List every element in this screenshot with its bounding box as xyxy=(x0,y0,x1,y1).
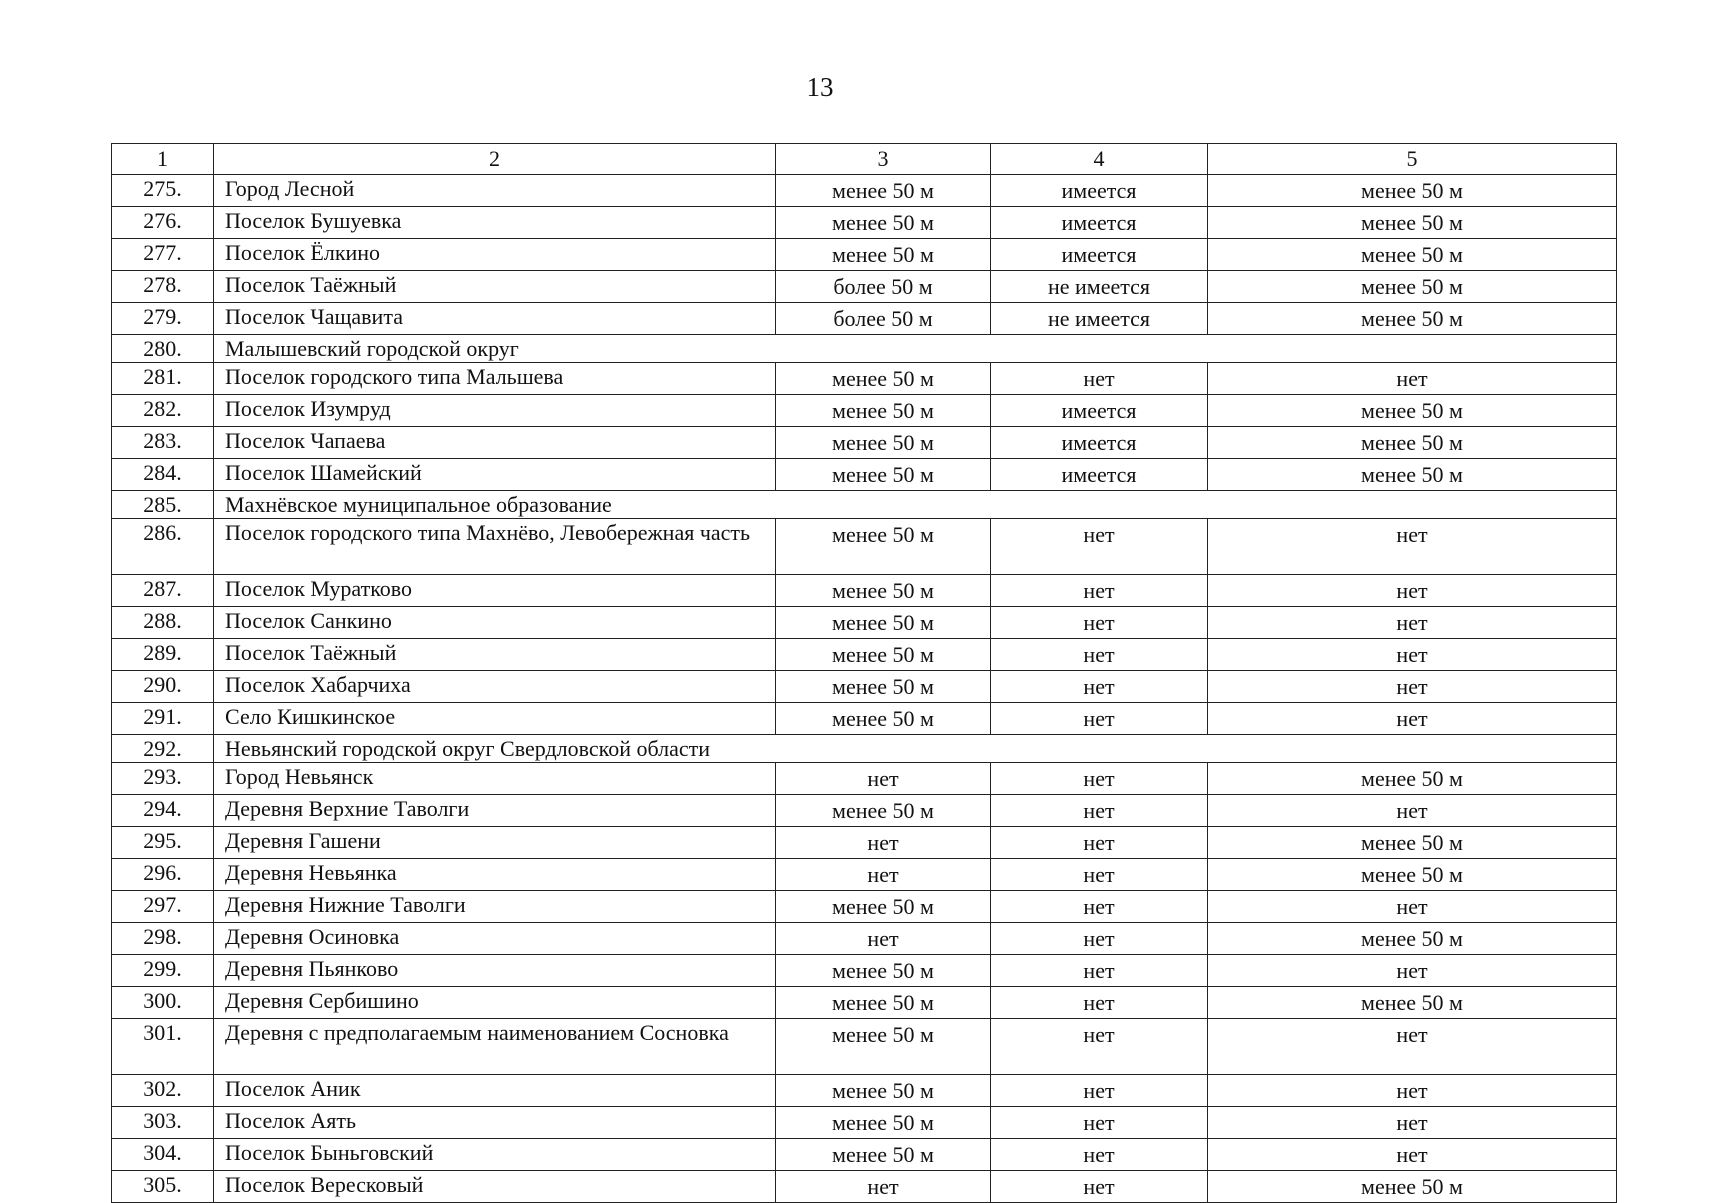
column-3-cell: более 50 м xyxy=(776,303,991,335)
column-4-cell: нет xyxy=(991,1075,1208,1107)
settlement-name-cell: Поселок Санкино xyxy=(214,607,776,639)
section-name-cell: Невьянский городской округ Свердловской области xyxy=(214,735,1617,763)
column-4-cell: нет xyxy=(991,795,1208,827)
table-row xyxy=(112,859,1617,891)
column-header-2: 2 xyxy=(214,144,776,175)
column-3-cell: менее 50 м xyxy=(776,575,991,607)
column-4-cell: нет xyxy=(991,671,1208,703)
column-5-cell: менее 50 м xyxy=(1208,987,1617,1019)
settlement-name-cell: Поселок Шамейский xyxy=(214,459,776,491)
column-5-cell: менее 50 м xyxy=(1208,395,1617,427)
row-number-cell: 301. xyxy=(112,1019,214,1075)
row-number-cell: 291. xyxy=(112,703,214,735)
section-row xyxy=(112,735,1617,763)
column-5-cell: менее 50 м xyxy=(1208,763,1617,795)
table-row xyxy=(112,955,1617,987)
row-number-cell: 277. xyxy=(112,239,214,271)
column-4-cell: нет xyxy=(991,1139,1208,1171)
table-row xyxy=(112,519,1617,575)
column-3-cell: менее 50 м xyxy=(776,1075,991,1107)
column-header-3: 3 xyxy=(776,144,991,175)
row-number-cell: 289. xyxy=(112,639,214,671)
column-3-cell: нет xyxy=(776,763,991,795)
table-row xyxy=(112,1139,1617,1171)
table-row xyxy=(112,1019,1617,1075)
settlement-name-cell: Поселок Таёжный xyxy=(214,639,776,671)
column-5-cell: нет xyxy=(1208,671,1617,703)
column-4-cell: имеется xyxy=(991,395,1208,427)
settlement-name-cell: Деревня Пьянково xyxy=(214,955,776,987)
column-3-cell: менее 50 м xyxy=(776,671,991,703)
table-row xyxy=(112,271,1617,303)
settlement-name-cell: Село Кишкинское xyxy=(214,703,776,735)
column-4-cell: нет xyxy=(991,763,1208,795)
column-4-cell: нет xyxy=(991,859,1208,891)
table-row xyxy=(112,827,1617,859)
row-number-cell: 288. xyxy=(112,607,214,639)
column-4-cell: имеется xyxy=(991,427,1208,459)
column-3-cell: менее 50 м xyxy=(776,363,991,395)
column-4-cell: нет xyxy=(991,987,1208,1019)
column-3-cell: менее 50 м xyxy=(776,459,991,491)
table-row xyxy=(112,363,1617,395)
settlement-name-cell: Поселок Таёжный xyxy=(214,271,776,303)
row-number-cell: 296. xyxy=(112,859,214,891)
column-3-cell: менее 50 м xyxy=(776,639,991,671)
row-number-cell: 275. xyxy=(112,175,214,207)
column-5-cell: менее 50 м xyxy=(1208,239,1617,271)
table-row xyxy=(112,1171,1617,1203)
row-number-cell: 281. xyxy=(112,363,214,395)
settlement-name-cell: Деревня Гашени xyxy=(214,827,776,859)
settlement-name-cell: Поселок городского типа Махнёво, Левобережная часть xyxy=(214,519,776,575)
column-4-cell: имеется xyxy=(991,459,1208,491)
section-name-cell: Махнёвское муниципальное образование xyxy=(214,491,1617,519)
column-5-cell: менее 50 м xyxy=(1208,303,1617,335)
table-row xyxy=(112,1075,1617,1107)
row-number-cell: 295. xyxy=(112,827,214,859)
section-row xyxy=(112,491,1617,519)
column-4-cell: нет xyxy=(991,519,1208,575)
row-number-cell: 290. xyxy=(112,671,214,703)
settlement-name-cell: Поселок Ёлкино xyxy=(214,239,776,271)
column-5-cell: менее 50 м xyxy=(1208,459,1617,491)
row-number-cell: 294. xyxy=(112,795,214,827)
table-row xyxy=(112,303,1617,335)
row-number-cell: 292. xyxy=(112,735,214,763)
row-number-cell: 285. xyxy=(112,491,214,519)
column-3-cell: менее 50 м xyxy=(776,519,991,575)
row-number-cell: 297. xyxy=(112,891,214,923)
column-4-cell: нет xyxy=(991,575,1208,607)
table-row xyxy=(112,891,1617,923)
settlement-name-cell: Деревня Сербишино xyxy=(214,987,776,1019)
column-5-cell: менее 50 м xyxy=(1208,1171,1617,1203)
table-row xyxy=(112,923,1617,955)
row-number-cell: 282. xyxy=(112,395,214,427)
row-number-cell: 305. xyxy=(112,1171,214,1203)
table-row xyxy=(112,987,1617,1019)
column-header-5: 5 xyxy=(1208,144,1617,175)
row-number-cell: 298. xyxy=(112,923,214,955)
table-row xyxy=(112,239,1617,271)
row-number-cell: 278. xyxy=(112,271,214,303)
column-4-cell: нет xyxy=(991,1171,1208,1203)
column-5-cell: нет xyxy=(1208,1107,1617,1139)
column-5-cell: нет xyxy=(1208,607,1617,639)
row-number-cell: 293. xyxy=(112,763,214,795)
column-5-cell: менее 50 м xyxy=(1208,207,1617,239)
table-row xyxy=(112,607,1617,639)
column-5-cell: нет xyxy=(1208,891,1617,923)
column-5-cell: нет xyxy=(1208,1139,1617,1171)
row-number-cell: 287. xyxy=(112,575,214,607)
settlement-name-cell: Город Лесной xyxy=(214,175,776,207)
column-3-cell: менее 50 м xyxy=(776,239,991,271)
column-4-cell: нет xyxy=(991,607,1208,639)
column-3-cell: менее 50 м xyxy=(776,207,991,239)
column-4-cell: имеется xyxy=(991,175,1208,207)
table-row xyxy=(112,395,1617,427)
column-5-cell: менее 50 м xyxy=(1208,923,1617,955)
table-body xyxy=(112,175,1617,1203)
column-5-cell: нет xyxy=(1208,955,1617,987)
column-3-cell: нет xyxy=(776,859,991,891)
column-3-cell: менее 50 м xyxy=(776,427,991,459)
column-5-cell: менее 50 м xyxy=(1208,175,1617,207)
settlement-name-cell: Поселок Чащавита xyxy=(214,303,776,335)
settlement-name-cell: Поселок Аять xyxy=(214,1107,776,1139)
settlement-name-cell: Поселок Хабарчиха xyxy=(214,671,776,703)
column-3-cell: менее 50 м xyxy=(776,891,991,923)
column-5-cell: нет xyxy=(1208,1075,1617,1107)
column-4-cell: не имеется xyxy=(991,303,1208,335)
settlement-name-cell: Город Невьянск xyxy=(214,763,776,795)
column-4-cell: нет xyxy=(991,827,1208,859)
column-3-cell: более 50 м xyxy=(776,271,991,303)
row-number-cell: 303. xyxy=(112,1107,214,1139)
column-4-cell: нет xyxy=(991,955,1208,987)
column-5-cell: нет xyxy=(1208,363,1617,395)
settlements-table xyxy=(111,143,1617,1203)
column-4-cell: нет xyxy=(991,363,1208,395)
column-5-cell: нет xyxy=(1208,639,1617,671)
table-row xyxy=(112,175,1617,207)
column-5-cell: менее 50 м xyxy=(1208,827,1617,859)
column-4-cell: нет xyxy=(991,639,1208,671)
settlement-name-cell: Поселок Изумруд xyxy=(214,395,776,427)
column-3-cell: менее 50 м xyxy=(776,607,991,639)
column-4-cell: нет xyxy=(991,1107,1208,1139)
section-row xyxy=(112,335,1617,363)
table-row xyxy=(112,795,1617,827)
settlement-name-cell: Поселок Вересковый xyxy=(214,1171,776,1203)
column-header-4: 4 xyxy=(991,144,1208,175)
column-5-cell: нет xyxy=(1208,703,1617,735)
settlement-name-cell: Деревня с предполагаемым наименованием Сосновка xyxy=(214,1019,776,1075)
row-number-cell: 302. xyxy=(112,1075,214,1107)
row-number-cell: 276. xyxy=(112,207,214,239)
column-4-cell: не имеется xyxy=(991,271,1208,303)
table-row xyxy=(112,1107,1617,1139)
row-number-cell: 284. xyxy=(112,459,214,491)
settlement-name-cell: Поселок Бушуевка xyxy=(214,207,776,239)
row-number-cell: 304. xyxy=(112,1139,214,1171)
settlement-name-cell: Поселок Аник xyxy=(214,1075,776,1107)
row-number-cell: 286. xyxy=(112,519,214,575)
page-number: 13 xyxy=(806,72,834,102)
column-5-cell: нет xyxy=(1208,795,1617,827)
row-number-cell: 283. xyxy=(112,427,214,459)
column-3-cell: менее 50 м xyxy=(776,703,991,735)
table-row xyxy=(112,763,1617,795)
column-3-cell: менее 50 м xyxy=(776,1139,991,1171)
settlement-name-cell: Поселок городского типа Мальшева xyxy=(214,363,776,395)
settlement-name-cell: Поселок Муратково xyxy=(214,575,776,607)
column-3-cell: нет xyxy=(776,923,991,955)
settlement-name-cell: Поселок Быньговский xyxy=(214,1139,776,1171)
column-5-cell: менее 50 м xyxy=(1208,271,1617,303)
column-3-cell: нет xyxy=(776,827,991,859)
column-4-cell: имеется xyxy=(991,239,1208,271)
settlement-name-cell: Поселок Чапаева xyxy=(214,427,776,459)
column-3-cell: менее 50 м xyxy=(776,1107,991,1139)
column-3-cell: менее 50 м xyxy=(776,987,991,1019)
column-4-cell: имеется xyxy=(991,207,1208,239)
row-number-cell: 279. xyxy=(112,303,214,335)
column-5-cell: нет xyxy=(1208,575,1617,607)
row-number-cell: 280. xyxy=(112,335,214,363)
column-4-cell: нет xyxy=(991,891,1208,923)
column-5-cell: нет xyxy=(1208,1019,1617,1075)
column-3-cell: нет xyxy=(776,1171,991,1203)
section-name-cell: Малышевский городской округ xyxy=(214,335,1617,363)
table-row xyxy=(112,639,1617,671)
column-5-cell: нет xyxy=(1208,519,1617,575)
table-row xyxy=(112,459,1617,491)
table-row xyxy=(112,427,1617,459)
table-row xyxy=(112,207,1617,239)
column-3-cell: менее 50 м xyxy=(776,955,991,987)
column-5-cell: менее 50 м xyxy=(1208,859,1617,891)
settlement-name-cell: Деревня Осиновка xyxy=(214,923,776,955)
column-3-cell: менее 50 м xyxy=(776,395,991,427)
settlement-name-cell: Деревня Нижние Таволги xyxy=(214,891,776,923)
settlement-name-cell: Деревня Невьянка xyxy=(214,859,776,891)
column-4-cell: нет xyxy=(991,1019,1208,1075)
table-row xyxy=(112,575,1617,607)
column-3-cell: менее 50 м xyxy=(776,175,991,207)
settlement-name-cell: Деревня Верхние Таволги xyxy=(214,795,776,827)
column-header-1: 1 xyxy=(112,144,214,175)
column-4-cell: нет xyxy=(991,923,1208,955)
column-5-cell: менее 50 м xyxy=(1208,427,1617,459)
column-3-cell: менее 50 м xyxy=(776,1019,991,1075)
column-4-cell: нет xyxy=(991,703,1208,735)
row-number-cell: 300. xyxy=(112,987,214,1019)
row-number-cell: 299. xyxy=(112,955,214,987)
table-row xyxy=(112,703,1617,735)
column-3-cell: менее 50 м xyxy=(776,795,991,827)
table-row xyxy=(112,671,1617,703)
table-header-row xyxy=(112,144,1617,175)
